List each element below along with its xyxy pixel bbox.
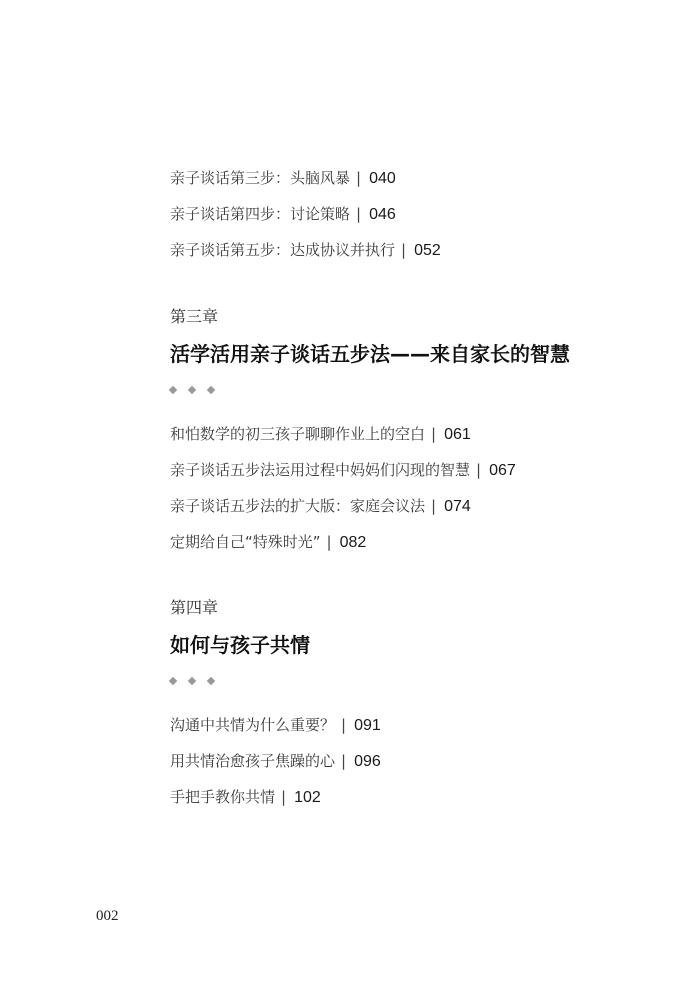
chapter-label: 第四章 bbox=[170, 598, 219, 617]
separator: | bbox=[401, 241, 407, 259]
diamond-icon bbox=[207, 677, 215, 685]
chapter-4-entries bbox=[170, 707, 381, 815]
toc-entry-title: 亲子谈话五步法运用过程中妈妈们闪现的智慧 bbox=[170, 461, 471, 479]
separator: | bbox=[356, 205, 362, 223]
diamond-icon bbox=[188, 386, 196, 394]
separator: | bbox=[431, 497, 437, 515]
page-number: 002 bbox=[96, 908, 119, 924]
diamond-ornament bbox=[170, 674, 310, 688]
toc-entry-title: 沟通中共情为什么重要？ bbox=[170, 716, 336, 734]
toc-entry-title: 亲子谈话五步法的扩大版：家庭会议法 bbox=[170, 497, 426, 515]
toc-entry-page: 040 bbox=[369, 170, 396, 187]
diamond-ornament bbox=[170, 383, 570, 397]
separator: | bbox=[281, 788, 287, 806]
separator: | bbox=[476, 461, 482, 479]
separator: | bbox=[341, 752, 347, 770]
toc-entry-page: 067 bbox=[489, 462, 516, 479]
toc-entry[interactable] bbox=[170, 416, 516, 452]
separator: | bbox=[326, 533, 332, 551]
separator: | bbox=[341, 716, 347, 734]
separator: | bbox=[356, 169, 362, 187]
toc-entry-page: 096 bbox=[354, 753, 381, 770]
toc-entry[interactable] bbox=[170, 707, 381, 743]
toc-entry-title: 手把手教你共情 bbox=[170, 788, 276, 806]
toc-entry-page: 074 bbox=[444, 498, 471, 515]
chapter-3-entries bbox=[170, 416, 516, 560]
chapter-title[interactable]: 活学活用亲子谈话五步法——来自家长的智慧 bbox=[170, 342, 570, 366]
toc-entry[interactable] bbox=[170, 196, 441, 232]
toc-entry-page: 052 bbox=[414, 242, 441, 259]
toc-entry-page: 091 bbox=[354, 717, 381, 734]
toc-entry-page: 102 bbox=[294, 789, 321, 806]
toc-entry-page: 082 bbox=[339, 534, 367, 551]
chapter-4-heading bbox=[170, 596, 310, 688]
diamond-icon bbox=[207, 386, 215, 394]
toc-entry[interactable] bbox=[170, 160, 441, 196]
toc-entry[interactable] bbox=[170, 779, 381, 815]
toc-entry-page: 046 bbox=[369, 206, 396, 223]
toc-entry[interactable] bbox=[170, 524, 516, 560]
toc-entry-title: 亲子谈话第三步：头脑风暴 bbox=[170, 169, 351, 187]
toc-entry-title: 用共情治愈孩子焦躁的心 bbox=[170, 752, 336, 770]
toc-entry-title: 定期给自己“特殊时光” bbox=[170, 533, 321, 551]
diamond-icon bbox=[169, 386, 177, 394]
chapter-label: 第三章 bbox=[170, 307, 219, 326]
toc-entry-page: 061 bbox=[444, 426, 471, 443]
diamond-icon bbox=[169, 677, 177, 685]
toc-entry[interactable] bbox=[170, 452, 516, 488]
toc-entry[interactable] bbox=[170, 488, 516, 524]
toc-entry-title: 亲子谈话第五步：达成协议并执行 bbox=[170, 241, 396, 259]
toc-entry[interactable] bbox=[170, 232, 441, 268]
toc-section-prev bbox=[170, 160, 441, 268]
diamond-icon bbox=[188, 677, 196, 685]
chapter-3-heading bbox=[170, 305, 570, 397]
separator: | bbox=[431, 425, 437, 443]
toc-entry[interactable] bbox=[170, 743, 381, 779]
chapter-title[interactable]: 如何与孩子共情 bbox=[170, 633, 310, 657]
toc-entry-title: 亲子谈话第四步：讨论策略 bbox=[170, 205, 351, 223]
toc-entry-title: 和怕数学的初三孩子聊聊作业上的空白 bbox=[170, 425, 426, 443]
